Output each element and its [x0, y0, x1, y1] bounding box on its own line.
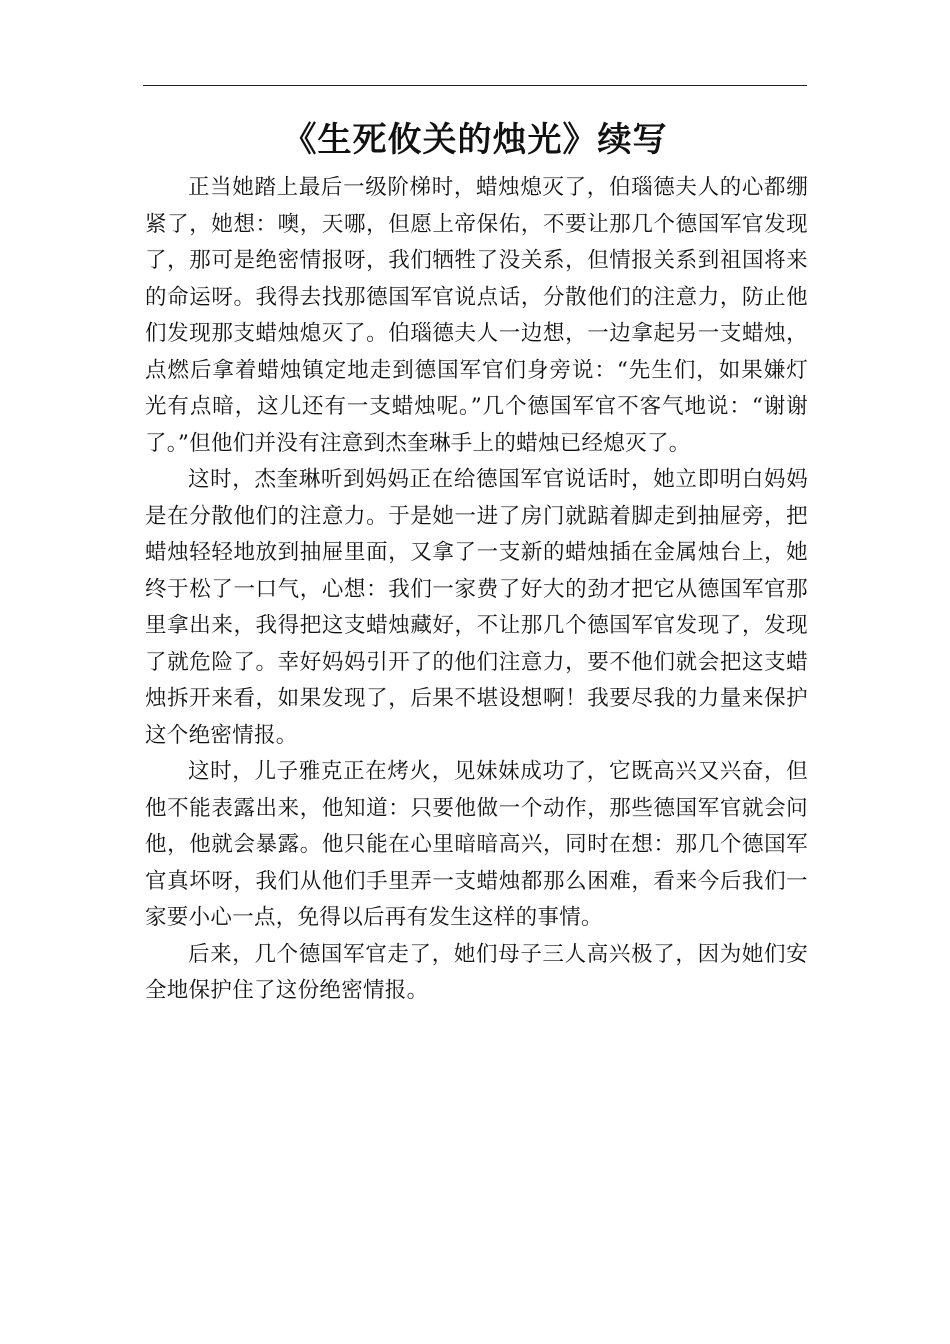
paragraph-3: 这时，儿子雅克正在烤火，见妹妹成功了，它既高兴又兴奋，但他不能表露出来，他知道：只要他做一个动作，那些德国军官就会问他，他就会暴露。他只能在心里暗暗高兴，同时在想：那几个德国军官真坏呀，我们从他们手里弄一支蜡烛都那么困难，看来今后我们一家要小心一点，免得以后再有发生这样的事情。: [145, 759, 808, 930]
header-rule: [143, 85, 807, 86]
document-body: [145, 170, 808, 1010]
document-title: 《生死攸关的烛光》续写: [282, 120, 668, 160]
paragraph-1: 正当她踏上最后一级阶梯时，蜡烛熄灭了，伯瑙德夫人的心都绷紧了，她想：噢，天哪，但愿上帝保佑，不要让那几个德国军官发现了，那可是绝密情报呀，我们牺牲了没关系，但情报关系到祖国将来的命运呀。我得去找那德国军官说点话，分散他们的注意力，防止他们发现那支蜡烛熄灭了。伯瑙德夫人一边想，一边拿起另一支蜡烛，点燃后拿着蜡烛镇定地走到德国军官们身旁说：“先生们，如果嫌灯光有点暗，这儿还有一支蜡烛呢。”几个德国军官不客气地说：“谢谢了。”但他们并没有注意到杰奎琳手上的蜡烛已经熄灭了。: [145, 175, 808, 456]
paragraph-2: 这时，杰奎琳听到妈妈正在给德国军官说话时，她立即明白妈妈是在分散他们的注意力。于是她一进了房门就踮着脚走到抽屉旁，把蜡烛轻轻地放到抽屉里面，又拿了一支新的蜡烛插在金属烛台上，她终于松了一口气，心想：我们一家费了好大的劲才把它从德国军官那里拿出来，我得把这支蜡烛藏好，不让那几个德国军官发现了，发现了就危险了。幸好妈妈引开了的他们注意力，要不他们就会把这支蜡烛拆开来看，如果发现了，后果不堪设想啊！我要尽我的力量来保护这个绝密情报。: [145, 467, 808, 748]
paragraph-4: 后来，几个德国军官走了，她们母子三人高兴极了，因为她们安全地保护住了这份绝密情报。: [145, 941, 808, 1003]
